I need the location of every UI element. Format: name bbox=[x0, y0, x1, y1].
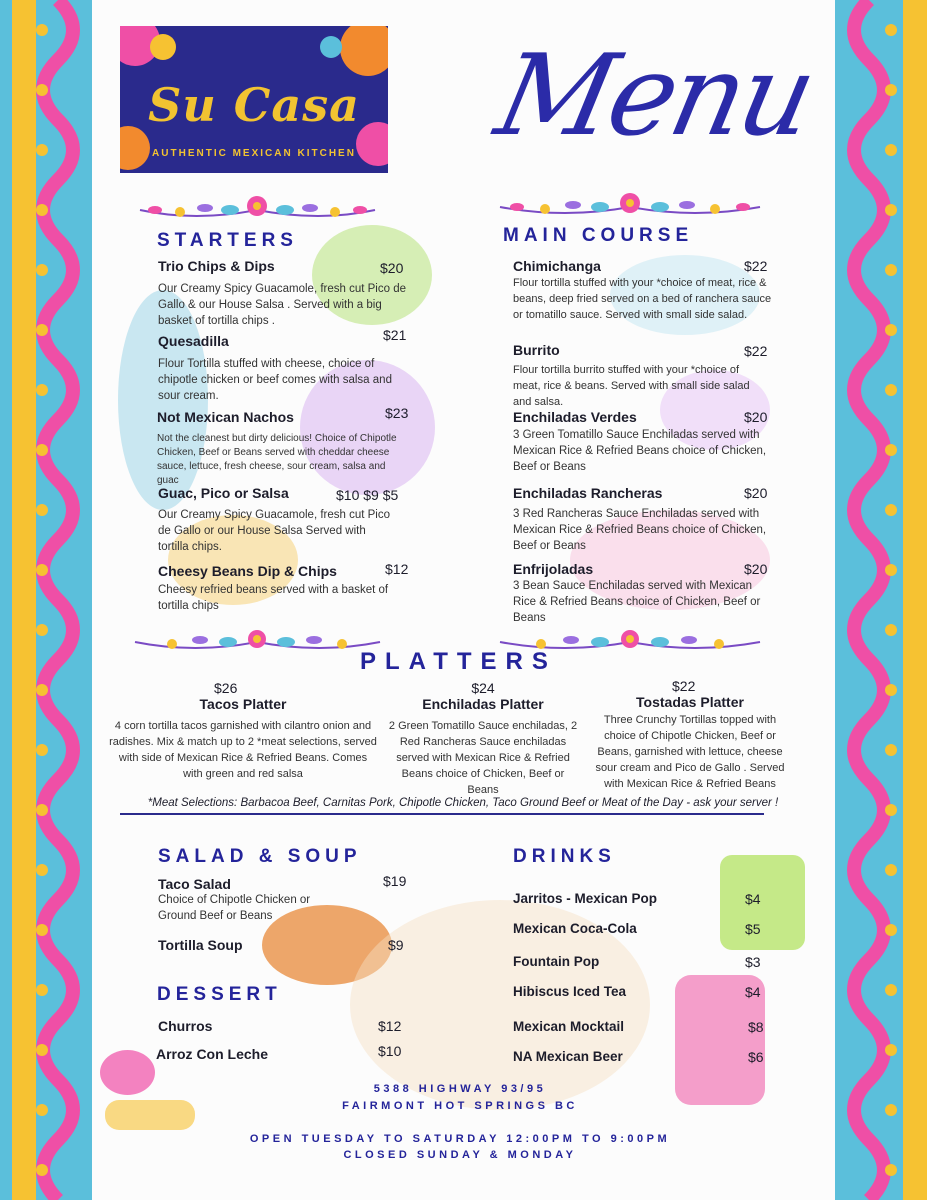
platter-card bbox=[108, 680, 378, 782]
platter-card bbox=[590, 678, 790, 792]
logo-subtitle: AUTHENTIC MEXICAN KITCHEN bbox=[152, 148, 356, 159]
main-description: 3 Red Rancheras Sauce Enchiladas served with Mexican Rice & Refried Beans choice of Chicken, Beef or Beans bbox=[513, 508, 767, 552]
platters-title: PLATTERS bbox=[360, 648, 557, 675]
starter-name: Not Mexican Nachos bbox=[157, 409, 294, 425]
dessert-name: Churros bbox=[158, 1018, 213, 1034]
starter-price: $12 bbox=[385, 561, 409, 577]
dessert-cup-illustration bbox=[100, 1050, 155, 1095]
lime-drink-illustration bbox=[720, 855, 805, 950]
flower-decoration bbox=[320, 36, 342, 58]
platter-price: $24 bbox=[471, 680, 495, 696]
starter-name: Trio Chips & Dips bbox=[158, 258, 275, 274]
drink-price: $3 bbox=[745, 954, 761, 970]
drink-name: Mexican Coca-Cola bbox=[513, 921, 637, 936]
address-line-1: 5388 HIGHWAY 93/95 bbox=[373, 1083, 547, 1095]
starter-description: Our Creamy Spicy Guacamole, fresh cut Pico de Gallo or our House Salsa Served with tortilla chips. bbox=[158, 509, 390, 553]
starter-price: $20 bbox=[380, 260, 404, 276]
starter-price: $23 bbox=[385, 405, 409, 421]
starter-description: Our Creamy Spicy Guacamole, fresh cut Pico de Gallo & our House Salsa . Served with a big basket of tortilla chips . bbox=[158, 283, 406, 327]
floral-garland bbox=[495, 185, 765, 225]
starter-name: Guac, Pico or Salsa bbox=[158, 485, 289, 501]
drink-name: Fountain Pop bbox=[513, 954, 600, 969]
drinks-title: DRINKS bbox=[513, 846, 616, 867]
salad-description: Choice of Chipotle Chicken or Ground Beef or Beans bbox=[158, 894, 311, 922]
meat-selections-note: *Meat Selections: Barbacoa Beef, Carnitas Pork, Chipotle Chicken, Taco Ground Beef or Meat of the Day - ask your server ! bbox=[147, 797, 779, 809]
salad-price: $19 bbox=[383, 873, 407, 889]
soup-price: $9 bbox=[388, 937, 404, 953]
logo-title: Su Casa bbox=[148, 78, 360, 132]
main-price: $22 bbox=[744, 258, 768, 274]
drink-name: NA Mexican Beer bbox=[513, 1049, 623, 1064]
starter-name: Cheesy Beans Dip & Chips bbox=[158, 563, 337, 579]
starter-description: Not the cleanest but dirty delicious! Choice of Chipotle Chicken, Beef or Beans served with cheddar cheese sauce, lettuce, fresh cheese, sour cream, salsa and guac bbox=[157, 433, 397, 486]
starter-description: Cheesy refried beans served with a basket of tortilla chips bbox=[158, 584, 389, 612]
dessert-price: $12 bbox=[378, 1018, 402, 1034]
main-course-title: MAIN COURSE bbox=[503, 225, 694, 246]
platter-description: Three Crunchy Tortillas topped with choice of Chipotle Chicken, Beef or Beans, garnished with lettuce, cheese sour cream and Pico de Gallo . Served with Mexican Rice & Refried Beans bbox=[595, 714, 785, 790]
main-name: Enchiladas Rancheras bbox=[513, 485, 663, 501]
divider bbox=[120, 813, 764, 815]
drink-price: $4 bbox=[745, 984, 761, 1000]
starter-name: Quesadilla bbox=[158, 333, 229, 349]
right-decorative-border bbox=[835, 0, 927, 1200]
dessert-title: DESSERT bbox=[157, 984, 282, 1005]
drink-name: Jarritos - Mexican Pop bbox=[513, 891, 658, 906]
platter-description: 4 corn tortilla tacos garnished with cilantro onion and radishes. Mix & match up to 2 *meat selections, served with side of Mexican Rice & Refried Beans. Comes with green and red salsa bbox=[109, 720, 377, 780]
main-price: $22 bbox=[744, 343, 768, 359]
flower-decoration bbox=[340, 26, 388, 76]
flower-decoration bbox=[150, 34, 176, 60]
main-name: Enfrijoladas bbox=[513, 561, 594, 577]
platter-name: Tostadas Platter bbox=[636, 694, 744, 710]
hours-line-1: OPEN TUESDAY TO SATURDAY 12:00PM TO 9:00PM bbox=[249, 1133, 671, 1145]
starter-price: $21 bbox=[383, 327, 407, 343]
drink-name: Mexican Mocktail bbox=[513, 1019, 625, 1034]
main-name: Enchiladas Verdes bbox=[513, 409, 637, 425]
dessert-name: Arroz Con Leche bbox=[156, 1046, 269, 1062]
starters-title: STARTERS bbox=[157, 230, 298, 251]
drink-price: $4 bbox=[745, 891, 761, 907]
floral-garland bbox=[130, 622, 385, 662]
salad-name: Taco Salad bbox=[158, 876, 231, 892]
dessert-price: $10 bbox=[378, 1043, 402, 1059]
salad-soup-title: SALAD & SOUP bbox=[158, 846, 362, 867]
drink-price: $5 bbox=[745, 921, 761, 937]
main-description: Flour tortilla stuffed with your *choice of meat, rice & beans, deep fried served on a bed of ranchera sauce or tomatillo sauce. Served with small side salad. bbox=[513, 277, 772, 321]
starter-description: Flour Tortilla stuffed with cheese, choice of chipotle chicken or beef comes with salsa and sour cream. bbox=[158, 358, 392, 402]
main-price: $20 bbox=[744, 561, 768, 577]
main-price: $20 bbox=[744, 409, 768, 425]
main-price: $20 bbox=[744, 485, 768, 501]
main-name: Burrito bbox=[513, 342, 560, 358]
address-line-2: FAIRMONT HOT SPRINGS BC bbox=[342, 1100, 578, 1112]
platter-card bbox=[388, 680, 578, 798]
floral-garland bbox=[135, 188, 380, 228]
drink-name: Hibiscus Iced Tea bbox=[513, 984, 627, 999]
su-casa-logo bbox=[120, 26, 388, 173]
main-name: Chimichanga bbox=[513, 258, 601, 274]
soup-name: Tortilla Soup bbox=[158, 937, 243, 953]
left-decorative-border bbox=[0, 0, 92, 1200]
main-description: 3 Bean Sauce Enchiladas served with Mexican Rice & Refried Beans choice of Chicken, Beef or Beans bbox=[513, 580, 761, 624]
platter-name: Enchiladas Platter bbox=[422, 696, 544, 712]
platter-name: Tacos Platter bbox=[199, 696, 287, 712]
menu-heading: Menu bbox=[486, 31, 824, 161]
platter-price: $22 bbox=[672, 678, 696, 694]
starter-price: $10 $9 $5 bbox=[336, 487, 399, 503]
main-description: 3 Green Tomatillo Sauce Enchiladas served with Mexican Rice & Refried Beans choice of Chicken, Beef or Beans bbox=[513, 429, 767, 473]
platter-description: 2 Green Tomatillo Sauce enchiladas, 2 Red Rancheras Sauce enchiladas served with Mexican Rice & Refried Beans choice of Chicken, Beef or Beans bbox=[388, 720, 578, 796]
platter-price: $26 bbox=[214, 680, 238, 696]
drink-price: $8 bbox=[748, 1019, 764, 1035]
hours-line-2: CLOSED SUNDAY & MONDAY bbox=[343, 1149, 577, 1161]
drink-price: $6 bbox=[748, 1049, 764, 1065]
main-description: Flour tortilla burrito stuffed with your *choice of meat, rice & beans. Served with small side salad and salsa. bbox=[513, 364, 750, 408]
